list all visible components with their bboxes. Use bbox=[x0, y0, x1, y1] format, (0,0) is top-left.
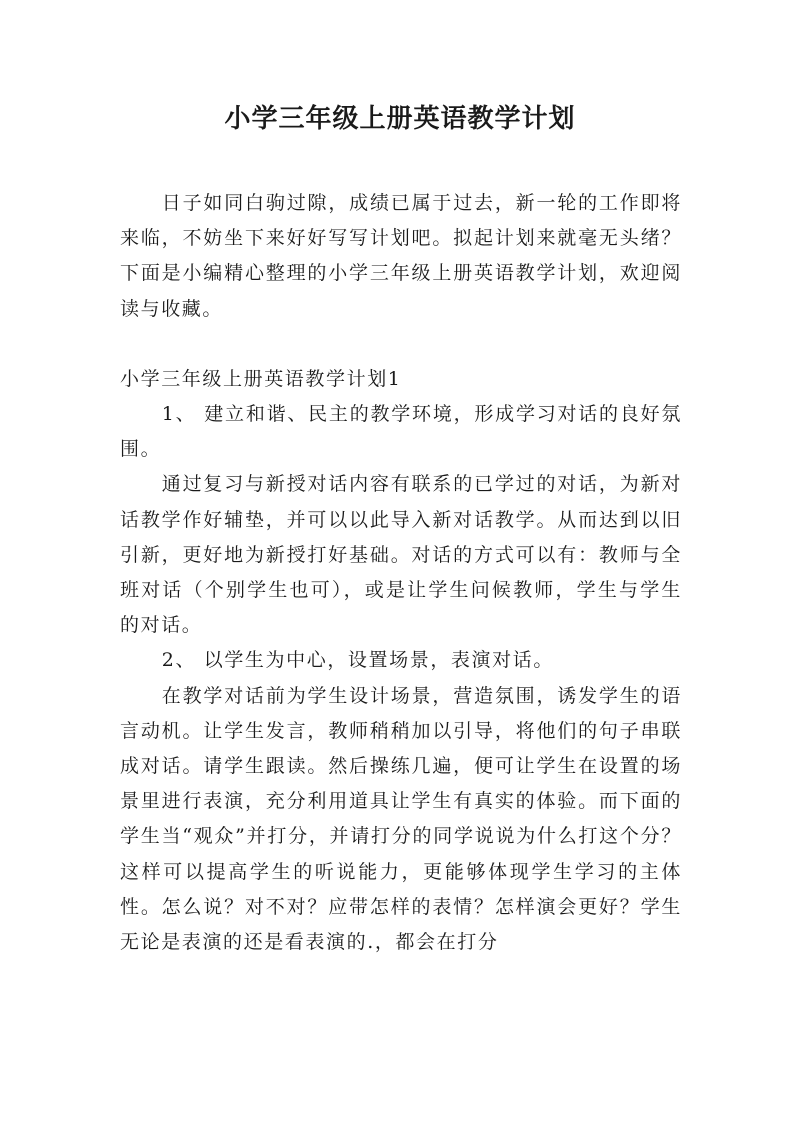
paragraph-spacer bbox=[120, 327, 682, 362]
intro-paragraph: 日子如同白驹过隙，成绩已属于过去，新一轮的工作即将来临，不妨坐下来好好写写计划吧。拟起计划来就毫无头绪？下面是小编精心整理的小学三年级上册英语教学计划，欢迎阅读与收藏。 bbox=[120, 192, 682, 320]
section-heading: 小学三年级上册英语教学计划1 bbox=[120, 367, 402, 390]
paragraph-1: 通过复习与新授对话内容有联系的已学过的对话，为新对话教学作好辅垫，并可以以此导入新对话教学。从而达到以旧引新，更好地为新授打好基础。对话的方式可以有：教师与全班对话（个别学生也可），或是让学生问候教师，学生与学生的对话。 bbox=[120, 473, 682, 637]
document-title: 小学三年级上册英语教学计划 bbox=[224, 104, 576, 134]
document-body bbox=[120, 186, 682, 960]
point-1: 1、 建立和谐、民主的教学环境，形成学习对话的良好氛围。 bbox=[120, 403, 682, 461]
point-2: 2、 以学生为中心，设置场景，表演对话。 bbox=[161, 649, 554, 672]
paragraph-2: 在教学对话前为学生设计场景，营造氛围，诱发学生的语言动机。让学生发言，教师稍稍加以引导，将他们的句子串联成对话。请学生跟读。然后操练几遍，便可让学生在设置的场景里进行表演，充分利用道具让学生有真实的体验。而下面的学生当“观众”并打分，并请打分的同学说说为什么打这个分？这样可以提高学生的听说能力，更能够体现学生学习的主体性。怎么说？对不对？应带怎样的表情？怎样演会更好？学生无论是表演的还是看表演的.，都会在打分 bbox=[120, 684, 682, 954]
